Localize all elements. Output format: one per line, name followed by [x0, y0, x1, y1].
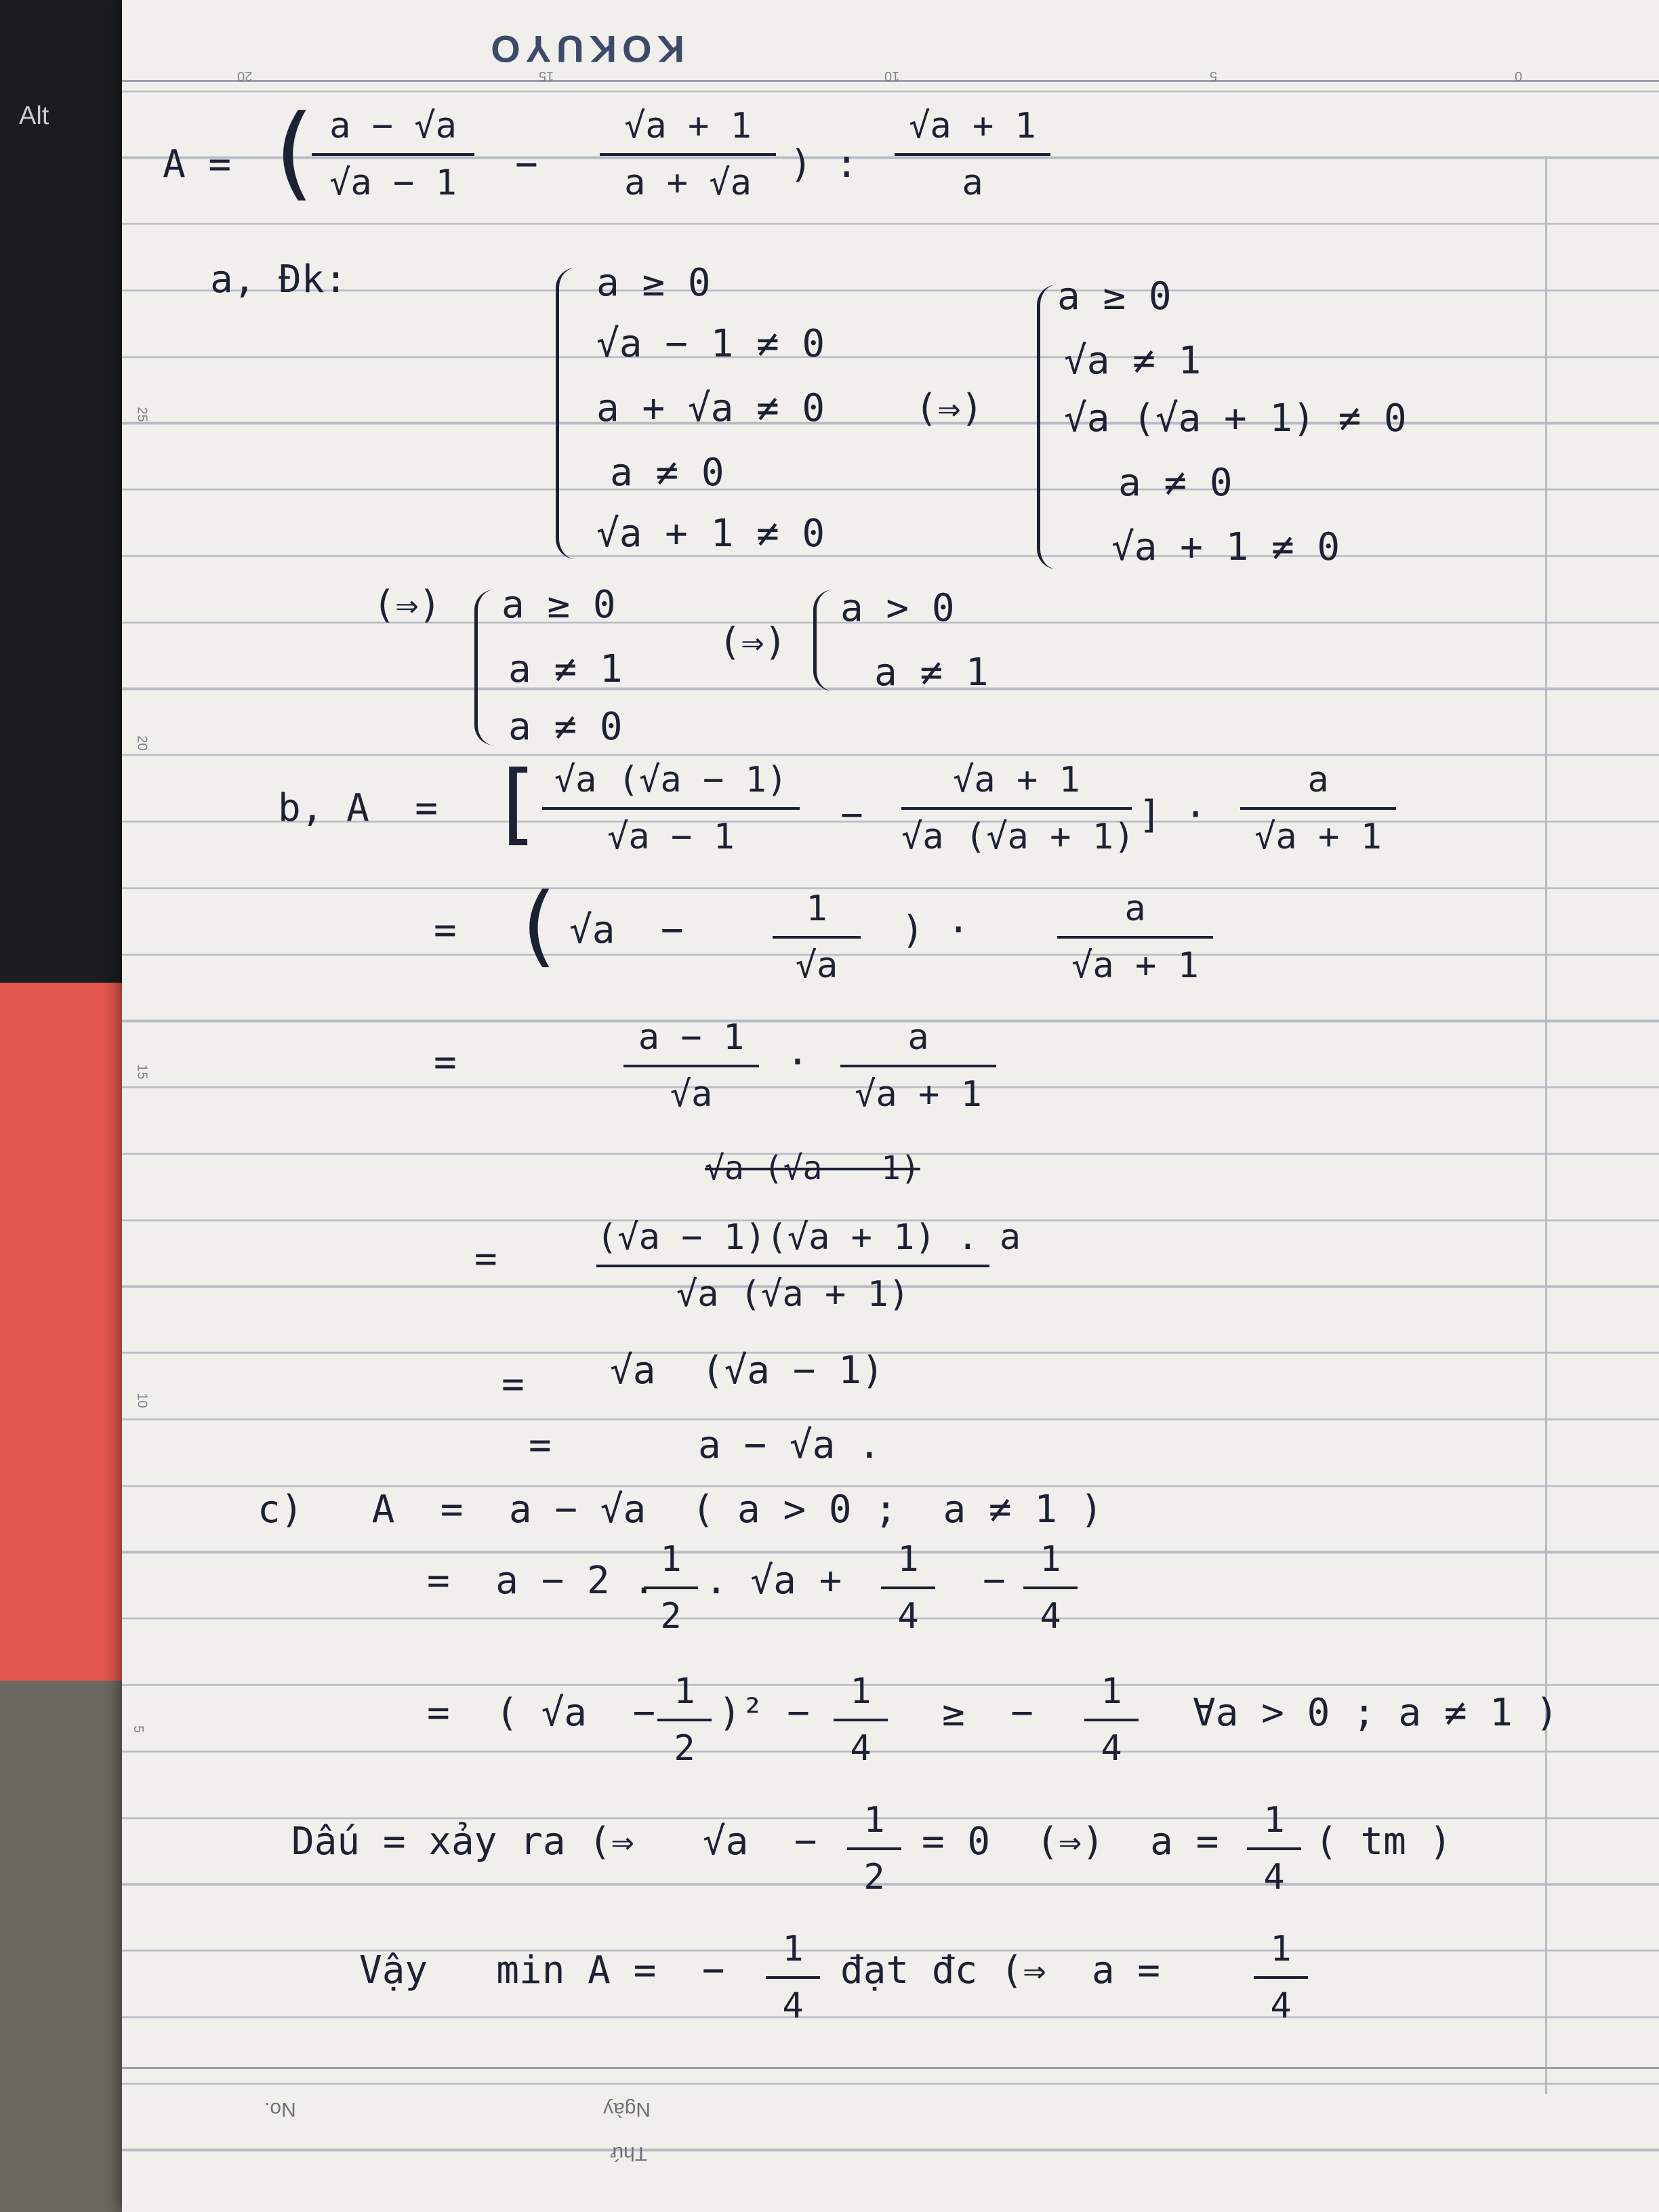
- part-c-fraction: $\frac{1}{4}$: [1023, 1542, 1078, 1634]
- part-c-fraction: $\frac{1}{4}$: [1084, 1674, 1139, 1766]
- conclusion-fraction: $\frac{1}{4}$: [766, 1931, 820, 2024]
- footer-day-label: Ngày: [603, 2098, 651, 2121]
- brand-logo: KOKUYO: [485, 28, 684, 70]
- equiv-1: (⇒): [915, 386, 984, 430]
- system1-line: √a − 1 ≠ 0: [596, 322, 825, 366]
- part-b-equals: =: [434, 908, 457, 952]
- system2-line: √a + 1 ≠ 0: [1111, 525, 1340, 569]
- system1-line: a ≠ 0: [610, 451, 724, 495]
- part-b-close-bracket: ] ·: [1139, 793, 1208, 837]
- equiv-3: (⇒): [718, 620, 787, 664]
- part-b-fraction: $\frac{a}{√a + 1}$: [1240, 762, 1396, 855]
- footer-weekday-label: Thứ: [610, 2142, 648, 2165]
- part-c-lead: = ( √a −: [427, 1691, 656, 1735]
- system1-line: a + √a ≠ 0: [596, 386, 825, 430]
- margin-line: [1545, 156, 1547, 2094]
- part-b-term: √a −: [569, 908, 684, 952]
- part-b-equals: =: [474, 1237, 497, 1281]
- ruler-mark: 5: [1210, 68, 1218, 83]
- part-a-label: a, Đk:: [210, 258, 348, 302]
- part-c-inequality: ≥ −: [942, 1691, 1033, 1735]
- part-c-condition: ∀a > 0 ; a ≠ 1 ): [1193, 1691, 1559, 1735]
- system2-line: a ≠ 0: [1118, 461, 1233, 505]
- conclusion-lead: Vậy min A = −: [359, 1948, 725, 1992]
- system2-line: a ≥ 0: [1057, 274, 1172, 319]
- part-b-open-bracket: [: [501, 752, 536, 855]
- ruler-mark: 0: [1515, 68, 1523, 83]
- part-c-fraction: $\frac{1}{4}$: [881, 1542, 935, 1634]
- conclusion-mid: đạt đc (⇒ a =: [840, 1948, 1161, 1992]
- part-c-lead: = a − 2 .: [427, 1559, 656, 1603]
- system2-line: √a ≠ 1: [1064, 339, 1202, 383]
- brace-system-2: [1037, 285, 1067, 569]
- brace-system-3: [474, 590, 501, 745]
- system4-line: a ≠ 1: [874, 651, 989, 695]
- crossed-out-expression: √a (√a − 1): [705, 1149, 920, 1187]
- ruler-mark: 15: [134, 1064, 150, 1080]
- part-b-fraction: $\frac{a}{√a + 1}$: [840, 1020, 996, 1112]
- part-c-square: )² −: [718, 1691, 810, 1735]
- part-c-minus: −: [983, 1559, 1006, 1603]
- notebook-page: [122, 0, 1659, 2212]
- part-b-result: a − √a .: [698, 1423, 881, 1467]
- ruler-mark: 20: [237, 68, 253, 83]
- part-c-line: c) A = a − √a ( a > 0 ; a ≠ 1 ): [258, 1488, 1103, 1532]
- part-b-fraction: $\frac{√a (√a - 1)}{√a - 1}$: [542, 762, 800, 855]
- problem-fraction-1: $\frac{a - √a}{√a - 1}$: [312, 108, 474, 201]
- brace-system-4: [813, 590, 840, 691]
- part-b-dot: ·: [786, 1040, 809, 1084]
- ruler-mark: 25: [134, 407, 150, 422]
- keyboard-alt-key: Alt: [19, 102, 49, 130]
- problem-divide: ) :: [790, 142, 859, 186]
- equality-fraction: $\frac{1}{2}$: [847, 1803, 901, 1895]
- part-b-fraction: $\frac{√a + 1}{√a (√a + 1)}$: [901, 760, 1135, 857]
- equality-lead: Dấu = xảy ra (⇒ √a −: [291, 1820, 817, 1864]
- ruler-mark: 10: [134, 1393, 150, 1408]
- part-b-expression: √a (√a − 1): [610, 1349, 884, 1393]
- ruler-mark: 20: [134, 735, 150, 751]
- part-c-fraction: $\frac{1}{2}$: [657, 1674, 712, 1766]
- system3-line: a ≥ 0: [501, 583, 616, 627]
- part-c-fraction: $\frac{1}{4}$: [834, 1674, 888, 1766]
- equiv-2: (⇒): [373, 583, 442, 627]
- problem-fraction-2: $\frac{√a + 1}{a + √a}$: [600, 108, 776, 201]
- part-b-equals: =: [529, 1423, 552, 1467]
- part-b-fraction: $\frac{a - 1}{√a}$: [623, 1020, 759, 1112]
- footer-no-label: No.: [264, 2098, 296, 2121]
- problem-A-label: A =: [163, 142, 232, 186]
- system3-line: a ≠ 1: [508, 647, 623, 691]
- equality-fraction: $\frac{1}{4}$: [1247, 1803, 1301, 1895]
- equality-mid: = 0 (⇒) a =: [922, 1820, 1219, 1864]
- problem-fraction-3: $\frac{√a + 1}{a}$: [895, 108, 1050, 201]
- system3-line: a ≠ 0: [508, 705, 623, 749]
- part-b-open-paren: (: [522, 874, 556, 977]
- part-b-fraction: $\frac{(√a - 1)(√a + 1) . a}{√a (√a + 1)}$: [596, 1217, 1021, 1315]
- equality-tail: ( tm ): [1315, 1820, 1452, 1864]
- brace-system-1: [556, 268, 586, 559]
- part-b-minus: −: [840, 793, 863, 837]
- system4-line: a > 0: [840, 586, 955, 630]
- part-b-fraction: $\frac{1}{√a}$: [773, 891, 861, 983]
- part-b-label: b, A =: [278, 786, 438, 830]
- part-b-equals: =: [434, 1040, 457, 1084]
- problem-minus: −: [515, 142, 538, 186]
- part-b-equals: =: [501, 1362, 525, 1406]
- conclusion-fraction: $\frac{1}{4}$: [1254, 1931, 1308, 2024]
- ruler-mark: 15: [539, 68, 554, 83]
- footer-line: [122, 2067, 1659, 2069]
- system1-line: a ≥ 0: [596, 261, 711, 305]
- part-b-close-paren: ) ·: [901, 908, 970, 952]
- ruler-mark: 10: [884, 68, 900, 83]
- part-c-mid: . √a +: [705, 1559, 842, 1603]
- problem-open-paren: (: [274, 94, 314, 211]
- system1-line: √a + 1 ≠ 0: [596, 512, 825, 556]
- ruler-mark: 5: [131, 1725, 146, 1734]
- part-c-fraction: $\frac{1}{2}$: [644, 1542, 698, 1634]
- part-b-fraction: $\frac{a}{√a + 1}$: [1057, 891, 1213, 983]
- system2-line: √a (√a + 1) ≠ 0: [1064, 396, 1407, 441]
